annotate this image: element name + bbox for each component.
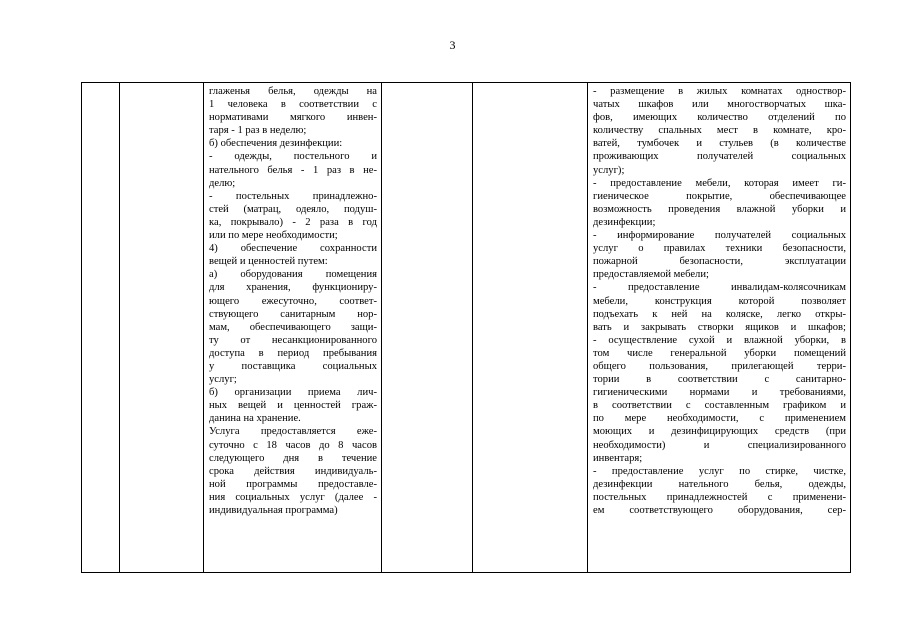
description-line: глаженья белья, одежды на [209, 86, 377, 97]
conditions-line: вать и закрывать створки ящиков и шкафов; [593, 321, 846, 333]
conditions-line: тории в соответствии с санитарно- [593, 374, 846, 386]
conditions-line: возможность проведения влажной уборки и [593, 203, 846, 215]
conditions-line: ем соответствующего оборудования, сер- [593, 505, 846, 516]
description-line: а) оборудования помещения [209, 269, 377, 281]
description-line: ка, покрывало) - 2 раза в год [209, 216, 377, 228]
description-line: - одежды, постельного и [209, 151, 377, 163]
cell-conditions [588, 83, 851, 573]
description-line: ствующего санитарным нор- [209, 308, 377, 320]
description-line: или по мере необходимости; [209, 230, 338, 242]
conditions-line: том числе генеральной уборки помещений [593, 347, 846, 359]
description-line: суточно с 18 часов до 8 часов [209, 439, 377, 451]
description-line: ния социальных услуг (далее - [209, 491, 377, 503]
conditions-line: необходимости) и специализированного [593, 439, 846, 451]
page-number: 3 [449, 38, 456, 52]
conditions-line: - предоставление мебели, которая имеет ги- [593, 177, 846, 189]
description-line: Услуга предоставляется еже- [209, 426, 377, 438]
service-description-text [204, 83, 381, 517]
conditions-line: гиеническое покрытие, обеспечивающее [593, 190, 846, 202]
description-line: нормативами мягкого инвен- [209, 112, 377, 124]
description-line: доступа в период пребывания [209, 347, 377, 359]
description-line: вещей и ценностей путем: [209, 256, 328, 268]
description-line: стей (матрац, одеяло, подуш- [209, 203, 377, 215]
conditions-line: дезинфекции нательного белья, одежды, [593, 478, 846, 490]
description-line: 1 человека в соответствии с [209, 99, 377, 111]
cell-term [473, 83, 588, 573]
conditions-line: - предоставление инвалидам-колясочникам [593, 282, 846, 294]
description-line: индивидуальная программа) [209, 505, 338, 516]
description-line: мам, обеспечивающего защи- [209, 321, 377, 333]
conditions-line: ватей, тумбочек и стульев (в количестве [593, 138, 846, 150]
conditions-line: услуг о правилах техники безопасности, [593, 243, 846, 255]
conditions-line: подъехать к ней на коляске, легко откры- [593, 308, 846, 320]
services-table [81, 82, 851, 573]
description-line: ной программы предоставле- [209, 478, 377, 490]
conditions-line: дезинфекции; [593, 216, 656, 228]
cell-volume [382, 83, 473, 573]
description-line: ту от несанкционированного [209, 334, 377, 346]
conditions-line: в соответствии с составленным графиком и [593, 400, 846, 412]
description-line: срока действия индивидуаль- [209, 465, 377, 477]
description-line: б) обеспечения дезинфекции: [209, 138, 343, 150]
conditions-line: услуг); [593, 164, 625, 176]
description-line: ных вещей и ценностей граж- [209, 400, 377, 412]
description-line: б) организации приема лич- [209, 387, 377, 399]
conditions-line: по мере необходимости, с применением [593, 413, 846, 425]
conditions-line: предоставляемой мебели; [593, 269, 709, 281]
description-line: данина на хранение. [209, 413, 301, 425]
description-line: услуг; [209, 374, 237, 386]
description-line: - постельных принадлежно- [209, 190, 377, 202]
cell-service-name [120, 83, 204, 573]
cell-service-description [204, 83, 382, 573]
conditions-line: чатых шкафов или многостворчатых шка- [593, 99, 846, 111]
description-line: 4) обеспечение сохранности [209, 243, 377, 255]
description-line: у поставщика социальных [209, 360, 377, 372]
conditions-line: инвентаря; [593, 452, 643, 464]
description-line: делю; [209, 177, 236, 189]
description-line: таря - 1 раз в неделю; [209, 125, 307, 137]
conditions-line: - предоставление услуг по стирке, чистке, [593, 465, 846, 477]
conditions-line: гигиеническими нормами и требованиями, [593, 387, 846, 399]
service-conditions-text [588, 83, 850, 517]
description-line: ющего ежесуточно, соответ- [209, 295, 377, 307]
conditions-line: проживающих получателей социальных [593, 151, 846, 163]
conditions-line: общего пользования, прилегающей терри- [593, 360, 846, 372]
conditions-line: - осуществление сухой и влажной уборки, в [593, 334, 846, 346]
conditions-line: - размещение в жилых комнатах одноствор- [593, 86, 846, 97]
table-row [82, 83, 851, 573]
description-line: следующего дня в течение [209, 452, 377, 464]
cell-number [82, 83, 120, 573]
conditions-line: пожарной безопасности, эксплуатации [593, 256, 846, 268]
conditions-line: постельных принадлежностей с применени- [593, 491, 846, 503]
conditions-line: фов, имеющих количество отделений по [593, 112, 846, 124]
description-line: нательного белья - 1 раз в не- [209, 164, 377, 176]
conditions-line: количеству спальных мест в комнате, кро- [593, 125, 846, 137]
conditions-line: - информирование получателей социальных [593, 230, 846, 242]
description-line: для хранения, функциониру- [209, 282, 377, 294]
conditions-line: моющих и дезинфицирующих средств (при [593, 426, 846, 438]
conditions-line: мебели, конструкция которой позволяет [593, 295, 846, 307]
